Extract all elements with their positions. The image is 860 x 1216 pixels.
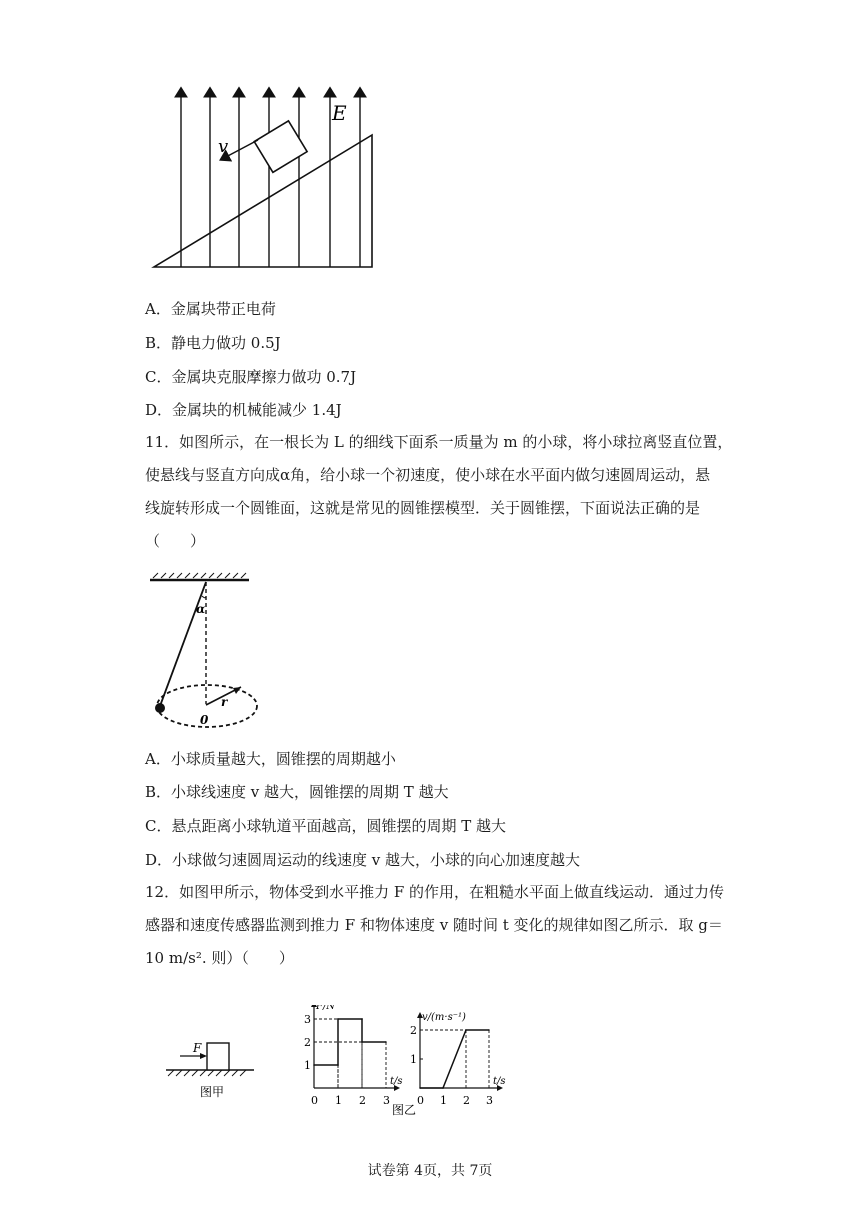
x-axis-label: t/s: [493, 1076, 506, 1087]
q11-line-1: 11．如图所示，在一根长为 L 的细线下面系一质量为 m 的小球，将小球拉离竖直位置，: [145, 433, 733, 451]
data-point: [442, 1087, 444, 1089]
y-tick-label: 1: [410, 1053, 417, 1066]
q11-line-2: 使悬线与竖直方向成α角，给小球一个初速度，使小球在水平面内做匀速圆周运动，悬: [145, 466, 711, 484]
q11-stem: [145, 426, 733, 558]
data-point: [419, 1087, 421, 1089]
q10-figure: [140, 80, 380, 275]
q11-line-4: （ ）: [145, 532, 206, 550]
x-tick-label: 2: [463, 1094, 470, 1107]
q11-option-b: B．小球线速度 v 越大，圆锥摆的周期 T 越大: [145, 783, 449, 801]
q12-stem: [145, 876, 725, 975]
q12-figure-jia: [160, 1030, 260, 1105]
force-label: F: [193, 1041, 202, 1055]
y-tick-label: 2: [304, 1036, 311, 1049]
y-axis-label: F/N: [316, 1005, 336, 1012]
field-label: E: [332, 101, 347, 125]
x-tick-label: 0: [311, 1094, 318, 1107]
q10-option-d: D．金属块的机械能减少 1.4J: [145, 401, 342, 419]
radius-label: r: [221, 695, 228, 709]
x-tick-label: 1: [335, 1094, 342, 1107]
page-footer: 试卷第 4页，共 7页: [367, 1163, 493, 1179]
velocity-label: v: [218, 136, 229, 157]
velocity-arrow: [224, 140, 258, 158]
ball: [155, 703, 165, 713]
q12-line-1: 12．如图甲所示，物体受到水平推力 F 的作用，在粗糙水平面上做直线运动．通过力传: [145, 883, 725, 901]
q11-option-a: A．小球质量越大，圆锥摆的周期越小: [145, 750, 396, 768]
q11-option-c: C．悬点距离小球轨道平面越高，圆锥摆的周期 T 越大: [145, 817, 507, 835]
x-tick-label: 0: [417, 1094, 424, 1107]
data-point: [385, 1041, 387, 1043]
x-tick-label: 1: [440, 1094, 447, 1107]
y-tick-label: 2: [410, 1024, 417, 1037]
y-tick-label: 3: [304, 1013, 311, 1026]
data-point: [488, 1029, 490, 1031]
fig-yi-caption: 图乙: [392, 1103, 417, 1117]
data-point: [361, 1018, 363, 1020]
center-label: 0: [200, 713, 209, 727]
q12-line-2: 感器和速度传感器监测到推力 F 和物体速度 v 随时间 t 变化的规律如图乙所示．取 g＝: [145, 916, 723, 934]
chart-svg: [300, 1005, 515, 1120]
block: [207, 1043, 229, 1070]
ceiling-hatch: [153, 573, 246, 578]
q10-option-b: B．静电力做功 0.5J: [145, 334, 281, 352]
y-axis-label: v/(m·s⁻¹): [422, 1012, 466, 1023]
x-tick-label: 3: [486, 1094, 493, 1107]
alpha-label: α: [196, 602, 206, 616]
q10-option-c: C．金属块克服摩擦力做功 0.7J: [145, 368, 357, 386]
q11-figure: [145, 568, 270, 730]
fig-jia-caption: 图甲: [200, 1085, 225, 1099]
q12-figure-yi: [300, 1005, 515, 1120]
q11-line-3: 线旋转形成一个圆锥面，这就是常见的圆锥摆模型．关于圆锥摆，下面说法正确的是: [145, 499, 701, 517]
q11-option-d: D．小球做匀速圆周运动的线速度 v 越大，小球的向心加速度越大: [145, 851, 581, 869]
q12-line-3: 10 m/s². 则）（ ）: [145, 949, 294, 967]
series-line: [420, 1030, 489, 1088]
data-point: [337, 1018, 339, 1020]
x-tick-label: 2: [359, 1094, 366, 1107]
x-axis-label: t/s: [390, 1076, 403, 1087]
q10-option-a: A．金属块带正电荷: [145, 300, 276, 318]
x-tick-label: 3: [383, 1094, 390, 1107]
y-tick-label: 1: [304, 1059, 311, 1072]
